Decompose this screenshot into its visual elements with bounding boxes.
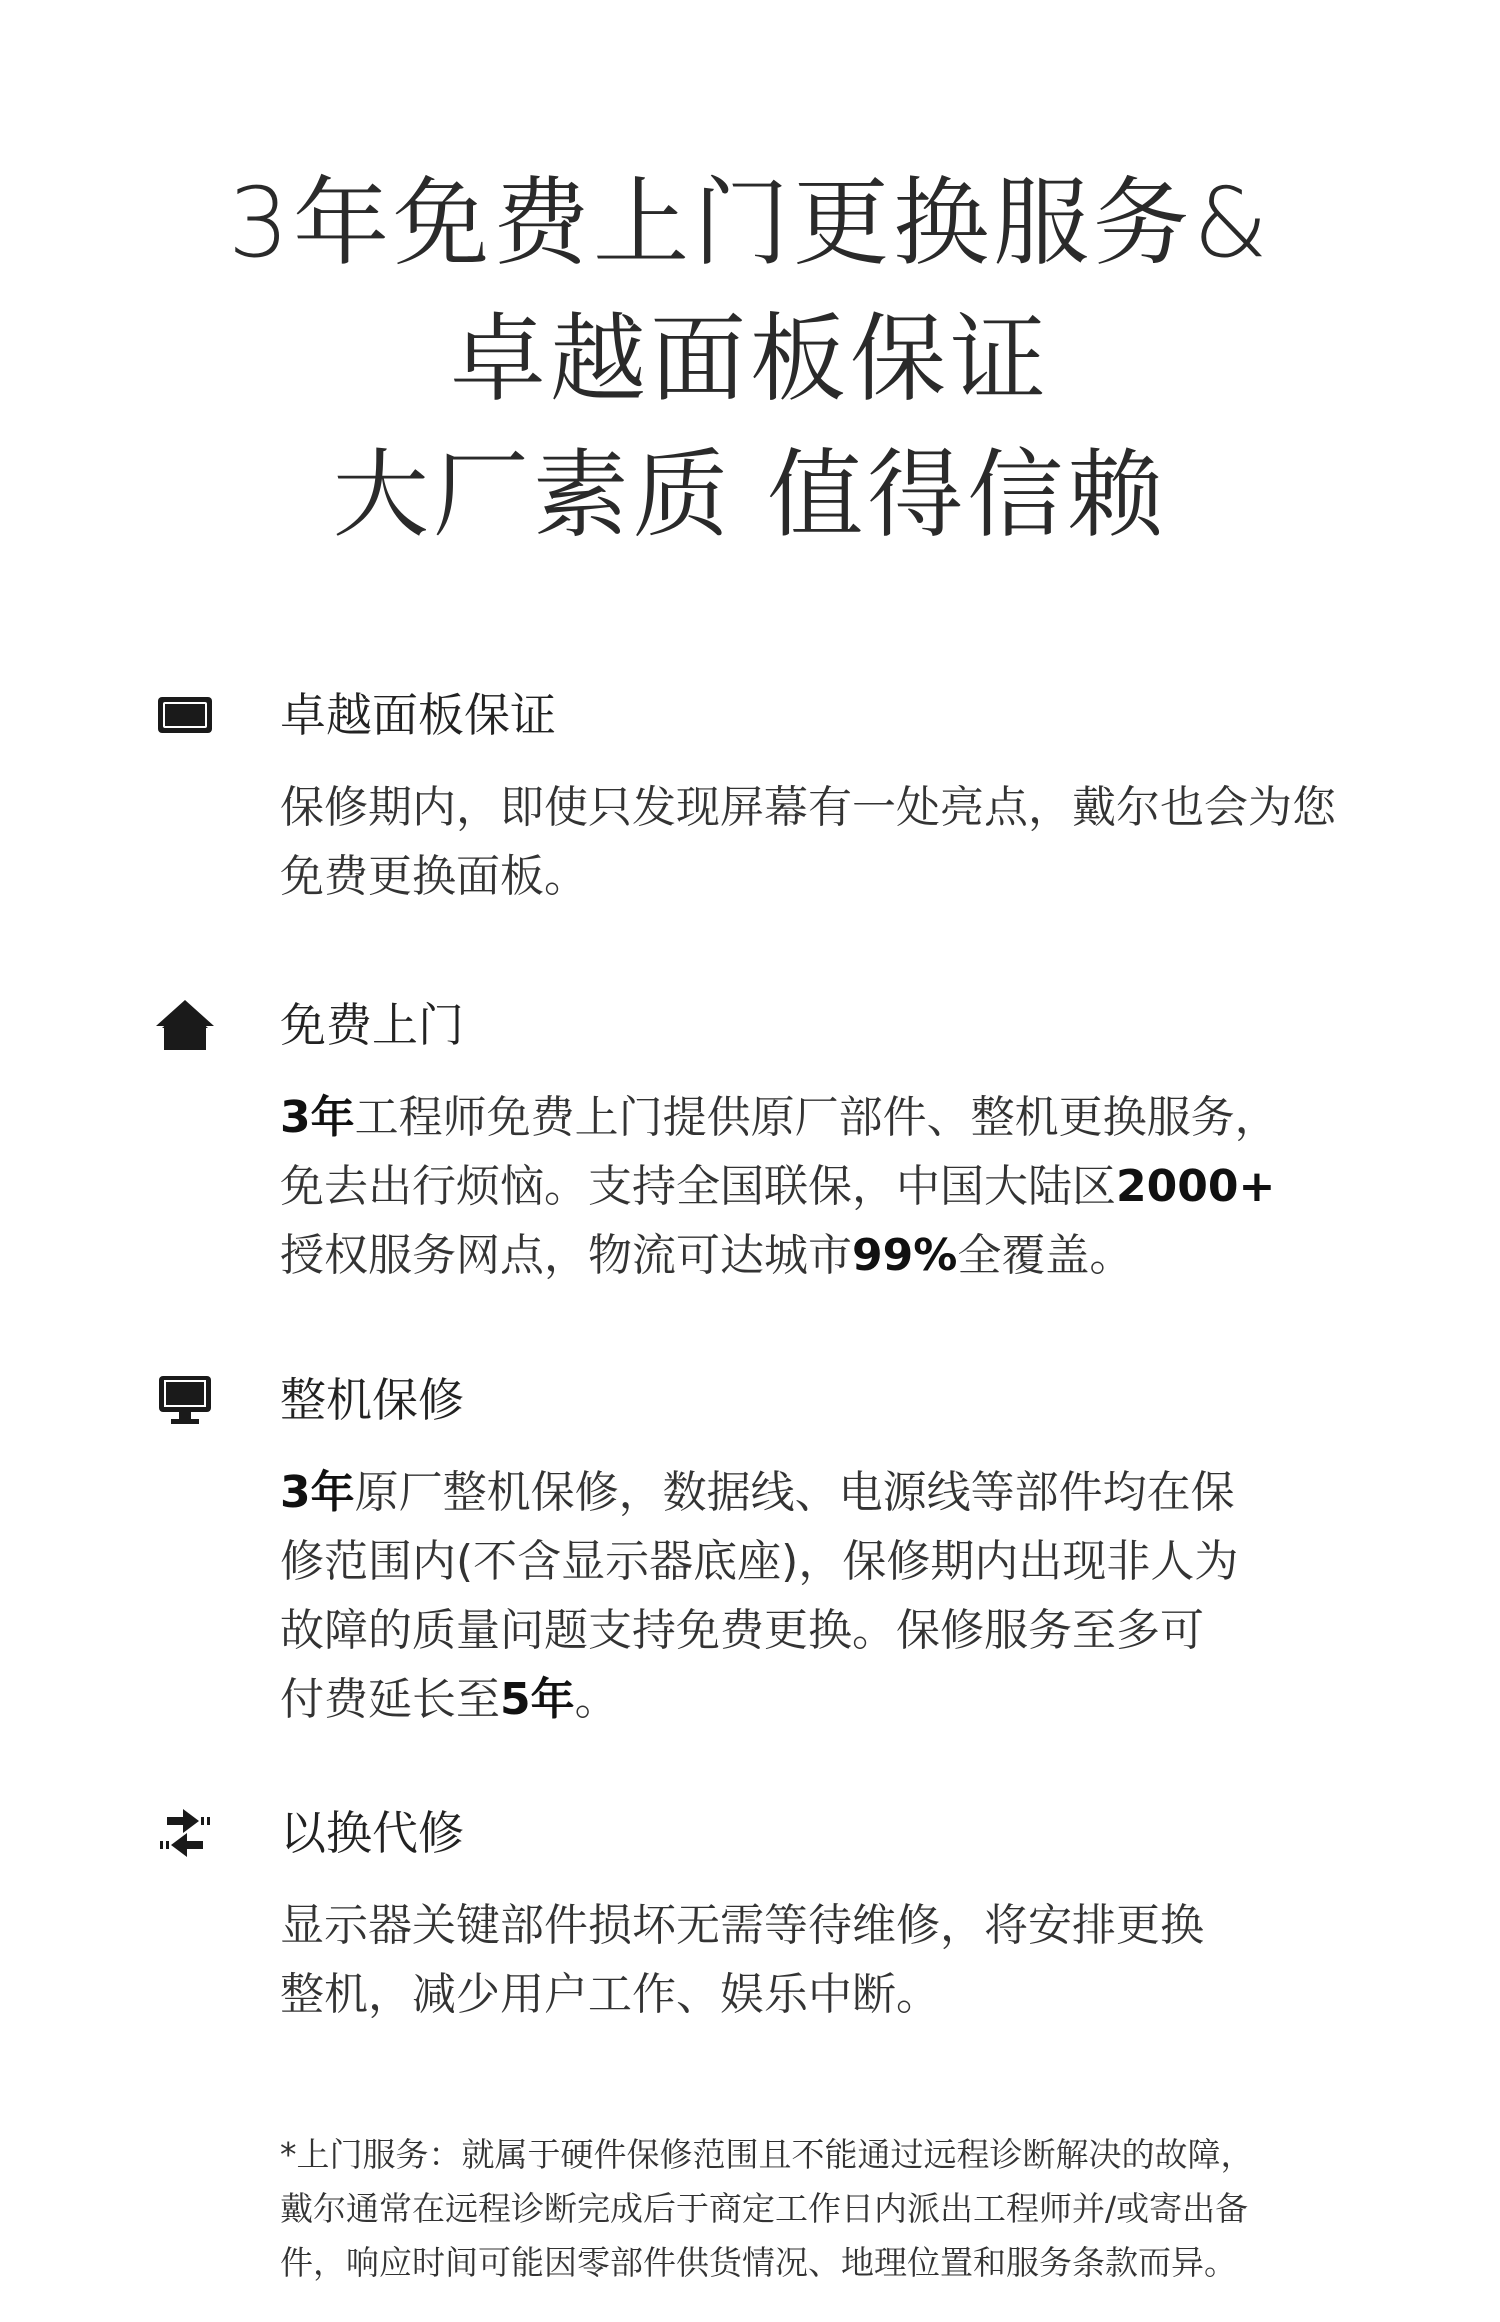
section-body bbox=[280, 1458, 1450, 1734]
highlight-value: 3年 bbox=[280, 1092, 355, 1143]
highlight-value: 3年 bbox=[280, 1467, 355, 1518]
panel-icon bbox=[150, 685, 220, 745]
house-icon bbox=[150, 995, 220, 1055]
hero-line-1: 3年免费上门更换服务& bbox=[228, 167, 1272, 279]
section-title: 卓越面板保证 bbox=[280, 688, 556, 742]
body-text: 免去出行烦恼。支持全国联保，中国大陆区 bbox=[280, 1161, 1116, 1212]
hero-line-2: 卓越面板保证 bbox=[450, 303, 1050, 415]
highlight-value: 99% bbox=[852, 1230, 958, 1281]
body-line bbox=[280, 1083, 1450, 1152]
body-text: 原厂整机保修，数据线、电源线等部件均在保 bbox=[354, 1467, 1235, 1518]
section-title: 整机保修 bbox=[280, 1373, 464, 1427]
section-body bbox=[280, 1891, 1450, 2029]
body-line: 整机，减少用户工作、娱乐中断。 bbox=[280, 1969, 940, 2020]
body-line: 保修期内，即使只发现屏幕有一处亮点，戴尔也会为您 bbox=[280, 782, 1336, 833]
body-line bbox=[280, 1152, 1450, 1221]
section-title: 以换代修 bbox=[280, 1806, 464, 1860]
hero-heading bbox=[0, 155, 1500, 563]
body-line bbox=[280, 1458, 1450, 1527]
body-line: 故障的质量问题支持免费更换。保修服务至多可 bbox=[280, 1605, 1204, 1656]
monitor-icon bbox=[150, 1370, 220, 1430]
body-line: 显示器关键部件损坏无需等待维修，将安排更换 bbox=[280, 1900, 1204, 1951]
hero-line-3: 大厂素质 值得信赖 bbox=[332, 439, 1168, 551]
section-body bbox=[280, 773, 1450, 911]
body-line: 免费更换面板。 bbox=[280, 851, 588, 902]
body-line: 修范围内(不含显示器底座)，保修期内出现非人为 bbox=[280, 1536, 1239, 1587]
footnote bbox=[280, 2128, 1300, 2290]
body-text: 工程师免费上门提供原厂部件、整机更换服务， bbox=[354, 1092, 1279, 1143]
section-title: 免费上门 bbox=[280, 998, 464, 1052]
footnote-line: 件，响应时间可能因零部件供货情况、地理位置和服务条款而异。 bbox=[280, 2243, 1237, 2282]
body-text: 。 bbox=[574, 1674, 619, 1725]
swap-arrows-icon bbox=[150, 1803, 220, 1863]
highlight-value: 5年 bbox=[500, 1674, 575, 1725]
body-text: 全覆盖。 bbox=[957, 1230, 1134, 1281]
highlight-value: 2000+ bbox=[1116, 1161, 1276, 1212]
body-line bbox=[280, 1221, 1450, 1290]
section-body bbox=[280, 1083, 1450, 1290]
footnote-line: 戴尔通常在远程诊断完成后于商定工作日内派出工程师并/或寄出备 bbox=[280, 2189, 1249, 2228]
footnote-line: *上门服务：就属于硬件保修范围且不能通过远程诊断解决的故障， bbox=[280, 2135, 1254, 2174]
body-line bbox=[280, 1665, 1450, 1734]
body-text: 授权服务网点，物流可达城市 bbox=[280, 1230, 852, 1281]
body-text: 付费延长至 bbox=[280, 1674, 500, 1725]
